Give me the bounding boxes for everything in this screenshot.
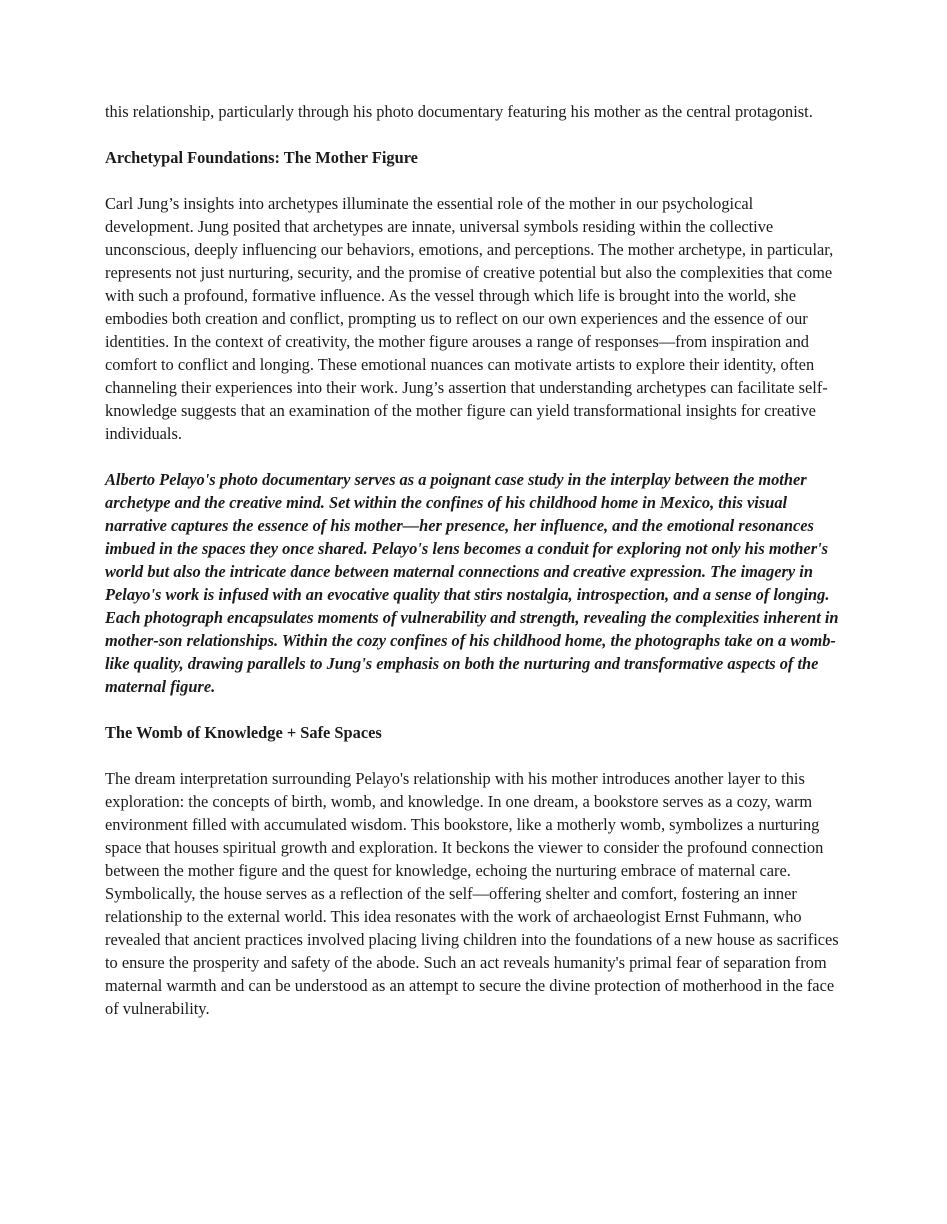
- pelayo-case-study-paragraph: Alberto Pelayo's photo documentary serves as a poignant case study in the interplay between the mother archetype and the creative mind. Set within the confines of his childhood home in Mexico, this visual narrative captures the essence of his mother—her presence, her influence, and the emotional resonances imbued in the spaces they once shared. Pelayo's lens becomes a conduit for exploring not only his mother's world but also the intricate dance between maternal connections and creative expression. The imagery in Pelayo's work is infused with an evocative quality that stirs nostalgia, introspection, and a sense of longing. Each photograph encapsulates moments of vulnerability and strength, revealing the complexities inherent in mother-son relationships. Within the cozy confines of his childhood home, the photographs take on a womb-like quality, drawing parallels to Jung's emphasis on both the nurturing and transformative aspects of the maternal figure.: [105, 470, 839, 696]
- house-symbolism-paragraph: Symbolically, the house serves as a reflection of the self—offering shelter and comfort, fostering an inner relationship to the external world. This idea resonates with the work of archaeologist Ernst Fuhmann, who revealed that ancient practices involved placing living children into the foundations of a new house as sacrifices to ensure the prosperity and safety of the abode. Such an act reveals humanity's primal fear of separation from maternal warmth and can be understood as an attempt to secure the divine protection of motherhood in the face of vulnerability.: [105, 884, 839, 1018]
- jung-archetypes-paragraph: Carl Jung’s insights into archetypes illuminate the essential role of the mother in our psychological development. Jung posited that archetypes are innate, universal symbols residing within the collective unconscious, deeply influencing our behaviors, emotions, and perceptions. The mother archetype, in particular, represents not just nurturing, security, and the promise of creative potential but also the complexities that come with such a profound, formative influence. As the vessel through which life is brought into the world, she embodies both creation and conflict, prompting us to reflect on our own experiences and the essence of our identities. In the context of creativity, the mother figure arouses a range of responses—from inspiration and comfort to conflict and longing. These emotional nuances can motivate artists to explore their identity, often channeling their experiences into their work. Jung’s assertion that understanding archetypes can facilitate self-knowledge suggests that an examination of the mother figure can yield transformational insights for creative individuals.: [105, 194, 834, 443]
- intro-paragraph: this relationship, particularly through his photo documentary featuring his mother as the central protagonist.: [105, 102, 813, 121]
- section-heading-archetypal-foundations: Archetypal Foundations: The Mother Figure: [105, 148, 418, 167]
- section-heading-womb-of-knowledge: The Womb of Knowledge + Safe Spaces: [105, 723, 382, 742]
- dream-interpretation-paragraph: The dream interpretation surrounding Pelayo's relationship with his mother introduces another layer to this exploration: the concepts of birth, womb, and knowledge. In one dream, a bookstore serves as a cozy, warm environment filled with accumulated wisdom. This bookstore, like a motherly womb, symbolizes a nurturing space that houses spiritual growth and exploration. It beckons the viewer to consider the profound connection between the mother figure and the quest for knowledge, echoing the nurturing embrace of maternal care.: [105, 769, 824, 880]
